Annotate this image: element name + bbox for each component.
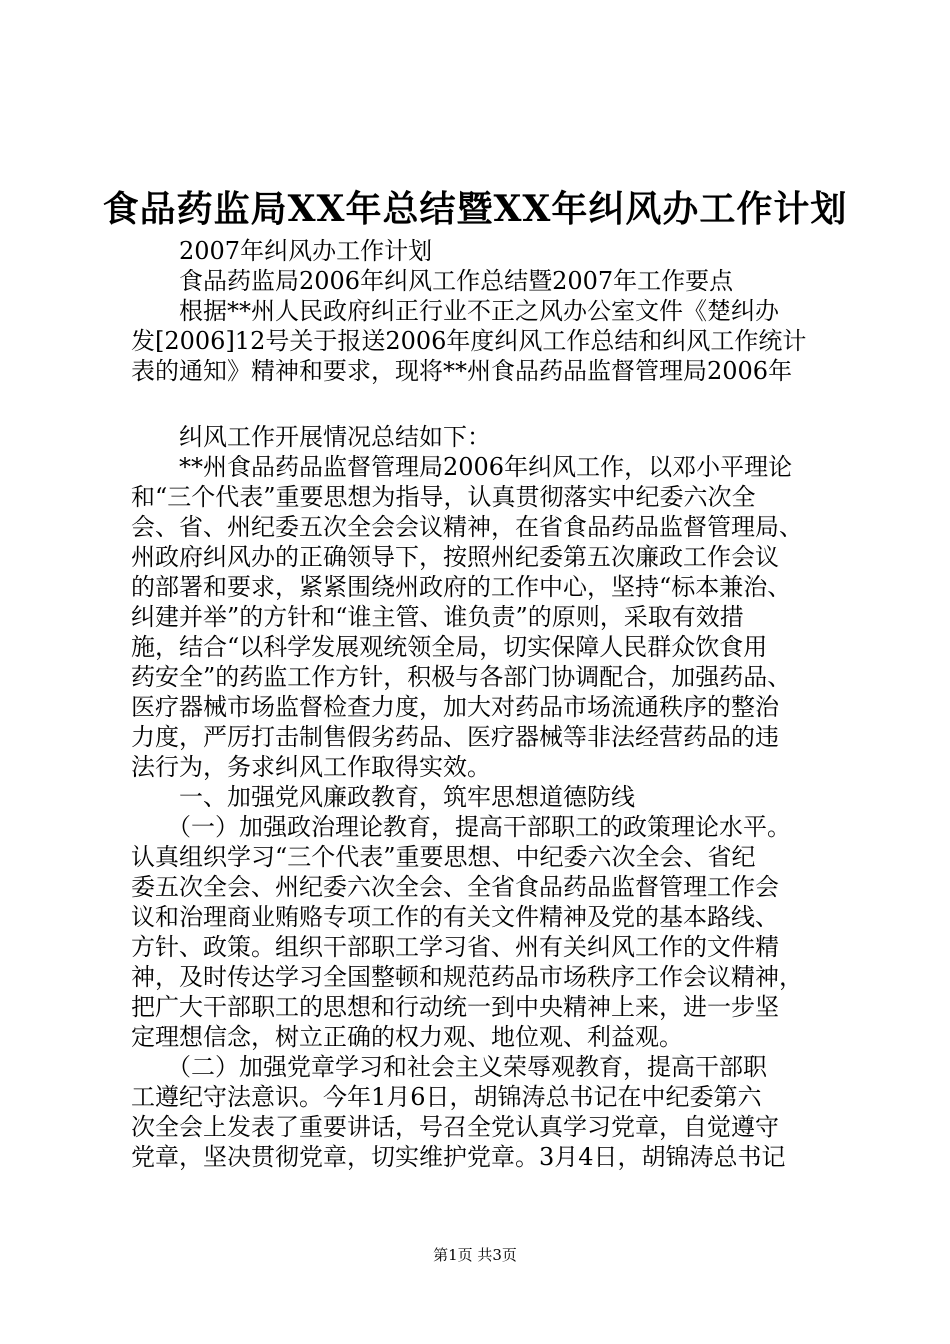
document-body	[131, 236, 831, 1172]
document-title: 食品药监局XX年总结暨XX年纠风办工作计划	[102, 188, 848, 230]
body-line: 委五次全会、州纪委六次全会、全省食品药品监督管理工作会	[131, 873, 779, 901]
body-line: 纠建并举”的方针和“谁主管、谁负责”的原则，采取有效措	[131, 603, 744, 631]
body-line: 药安全”的药监工作方针，积极与各部门协调配合，加强药品、	[131, 663, 792, 691]
body-line: 医疗器械市场监督检查力度，加大对药品市场流通秩序的整治	[131, 693, 779, 721]
paragraph-gap	[131, 386, 831, 422]
body-line: 认真组织学习“三个代表”重要思想、中纪委六次全会、省纪	[131, 843, 756, 871]
body-line: （一）加强政治理论教育，提高干部职工的政策理论水平。	[131, 813, 791, 841]
body-line: 定理想信念，树立正确的权力观、地位观、利益观。	[131, 1023, 683, 1051]
body-line: 会、省、州纪委五次全会会议精神，在省食品药品监督管理局、	[131, 513, 803, 541]
body-line: 2007年纠风办工作计划	[131, 237, 433, 265]
body-line: 法行为，务求纠风工作取得实效。	[131, 753, 491, 781]
body-line: 工遵纪守法意识。今年1月6日，胡锦涛总书记在中纪委第六	[131, 1083, 762, 1111]
body-line: 的部署和要求，紧紧围绕州政府的工作中心，坚持“标本兼治、	[131, 573, 792, 601]
body-line: 州政府纠风办的正确领导下，按照州纪委第五次廉政工作会议	[131, 543, 779, 571]
body-line: 把广大干部职工的思想和行动统一到中央精神上来，进一步坚	[131, 993, 779, 1021]
body-line: 方针、政策。组织干部职工学习省、州有关纠风工作的文件精	[131, 933, 779, 961]
body-line: （二）加强党章学习和社会主义荣辱观教育，提高干部职	[131, 1053, 767, 1081]
body-line: 和“三个代表”重要思想为指导，认真贯彻落实中纪委六次全	[131, 483, 756, 511]
body-line: 施，结合“以科学发展观统领全局，切实保障人民群众饮食用	[131, 633, 768, 661]
body-line: 党章，坚决贯彻党章，切实维护党章。3月4日，胡锦涛总书记	[131, 1143, 786, 1171]
body-line: 神，及时传达学习全国整顿和规范药品市场秩序工作会议精神，	[131, 963, 803, 991]
body-line: 力度，严厉打击制售假劣药品、医疗器械等非法经营药品的违	[131, 723, 779, 751]
body-line: 表的通知》精神和要求，现将**州食品药品监督管理局2006年	[131, 357, 793, 385]
body-line: 发[2006]12号关于报送2006年度纠风工作总结和纠风工作统计	[131, 327, 807, 355]
body-line: **州食品药品监督管理局2006年纠风工作，以邓小平理论	[131, 453, 793, 481]
body-line: 议和治理商业贿赂专项工作的有关文件精神及党的基本路线、	[131, 903, 779, 931]
body-line: 纠风工作开展情况总结如下：	[131, 423, 491, 451]
body-line: 次全会上发表了重要讲话，号召全党认真学习党章，自觉遵守	[131, 1113, 779, 1141]
body-line: 根据**州人民政府纠正行业不正之风办公室文件《楚纠办	[131, 297, 779, 325]
body-line: 食品药监局2006年纠风工作总结暨2007年工作要点	[131, 267, 734, 295]
section-heading: 一、加强党风廉政教育，筑牢思想道德防线	[131, 783, 635, 811]
page-number: 第1页 共3页	[433, 1246, 517, 1264]
